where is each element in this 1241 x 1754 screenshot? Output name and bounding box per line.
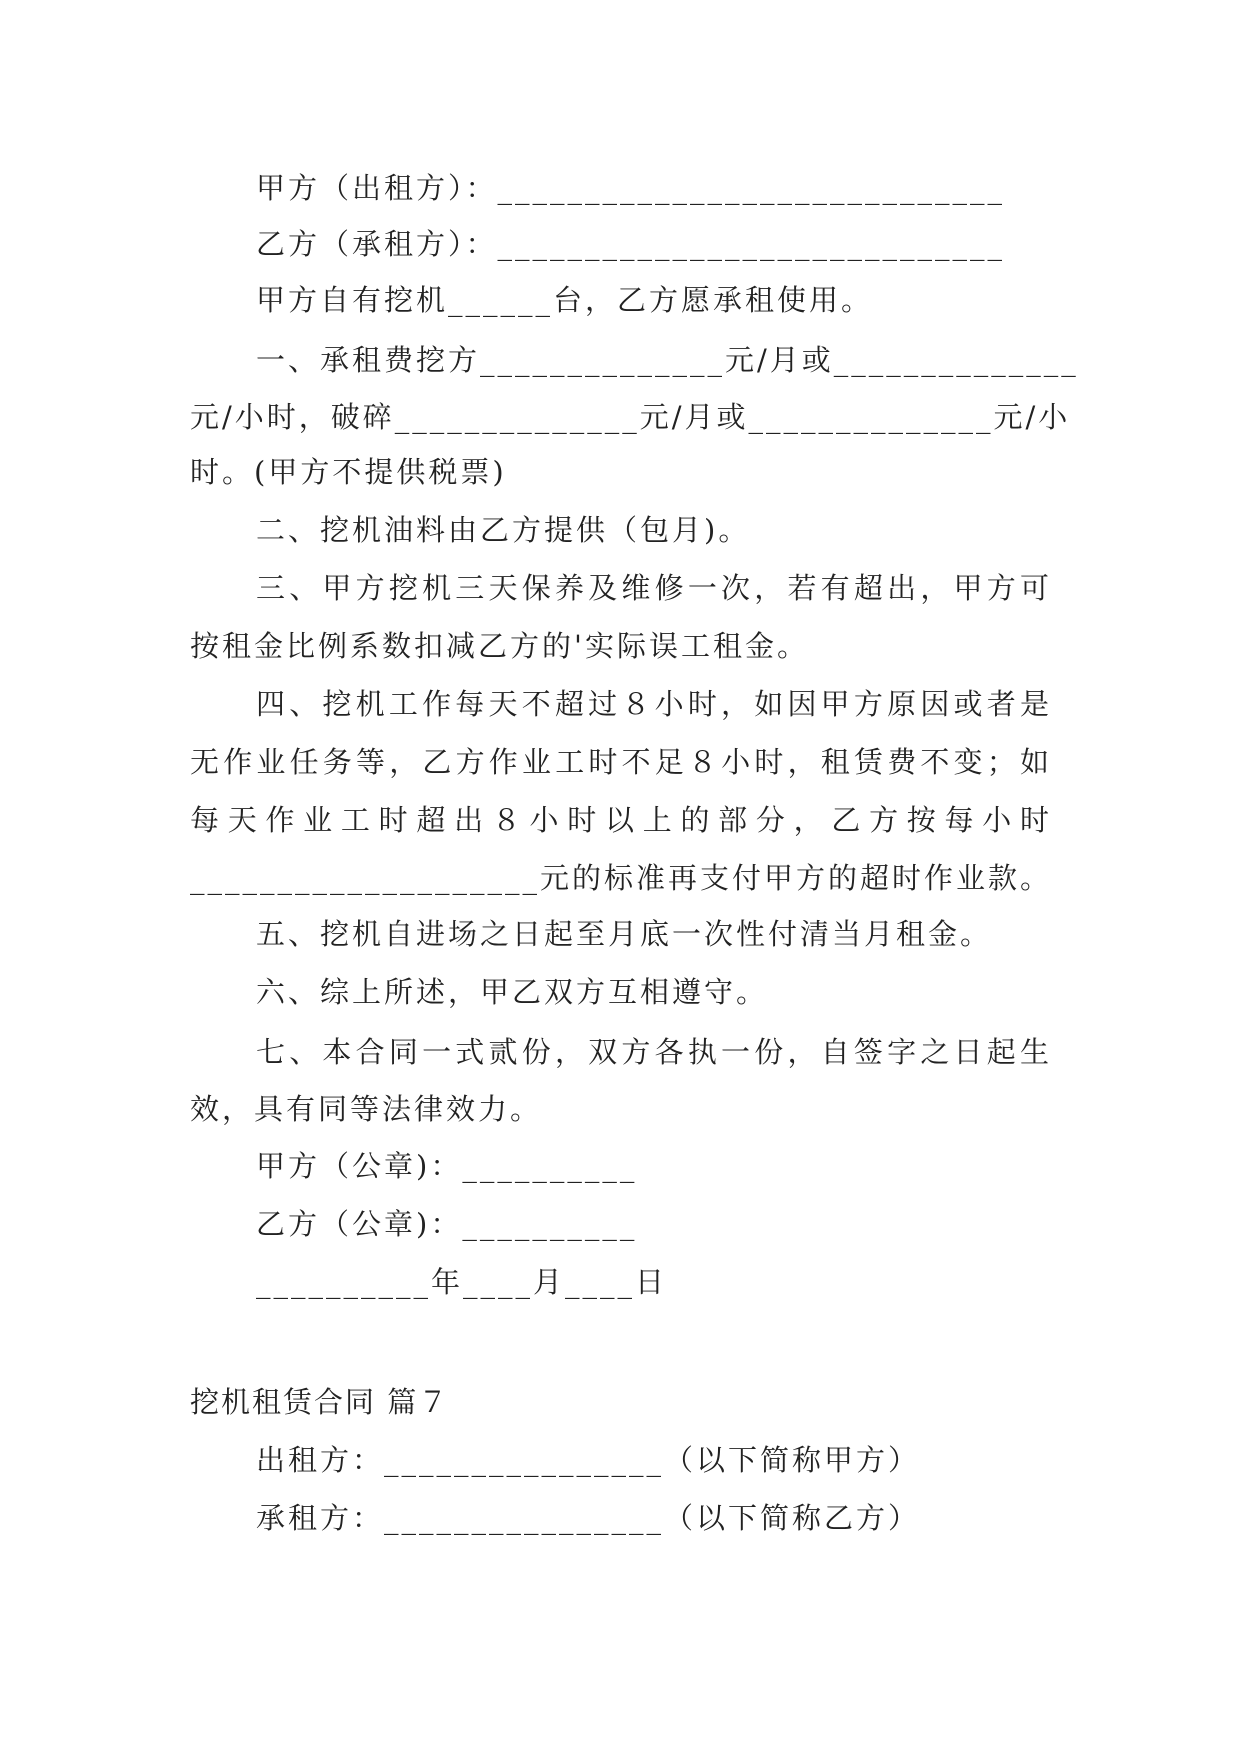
clause-1-line-3: 时。(甲方不提供税票) xyxy=(190,455,507,489)
clause-6-line: 六、综上所述，甲乙双方互相遵守。 xyxy=(256,975,769,1009)
clause-4-line-4: ____________________元的标准再支付甲方的超时作业款。 xyxy=(190,861,1053,895)
lessee-line: 承租方：________________（以下简称乙方） xyxy=(256,1501,921,1535)
clause-7-line-1: 七、本合同一式贰份，双方各执一份，自签字之日起生 xyxy=(256,1035,1052,1069)
party-a-seal-line: 甲方（公章)：__________ xyxy=(256,1149,638,1183)
date-line: __________年____月____日 xyxy=(256,1265,668,1299)
clause-3-line-1: 三、甲方挖机三天保养及维修一次，若有超出，甲方可 xyxy=(256,571,1052,605)
clause-5-line: 五、挖机自进场之日起至月底一次性付清当月租金。 xyxy=(256,917,993,951)
lessor-line: 出租方：________________（以下简称甲方） xyxy=(256,1443,921,1477)
clause-4-line-1: 四、挖机工作每天不超过８小时，如因甲方原因或者是 xyxy=(256,687,1052,721)
clause-2-line: 二、挖机油料由乙方提供（包月)。 xyxy=(256,513,751,547)
clause-1-line-1: 一、承租费挖方______________元/月或______________ xyxy=(256,343,1079,377)
clause-4-line-2: 无作业任务等，乙方作业工时不足８小时，租赁费不变；如 xyxy=(190,745,1052,779)
section-title: 挖机租赁合同 篇７ xyxy=(190,1385,450,1419)
clause-1-line-2: 元/小时，破碎______________元/月或______________元/小 xyxy=(190,400,1071,434)
excavator-count-line: 甲方自有挖机______台，乙方愿承租使用。 xyxy=(256,283,874,317)
party-b-lessee-line: 乙方（承租方）：_____________________________ xyxy=(256,227,1006,261)
clause-3-line-2: 按租金比例系数扣减乙方的'实际误工租金。 xyxy=(190,629,809,663)
clause-7-line-2: 效，具有同等法律效力。 xyxy=(190,1092,543,1126)
party-a-lessor-line: 甲方（出租方）：_____________________________ xyxy=(256,171,1006,205)
party-b-seal-line: 乙方（公章)：__________ xyxy=(256,1207,638,1241)
clause-4-line-3: 每天作业工时超出８小时以上的部分，乙方按每小时 xyxy=(190,803,1052,837)
